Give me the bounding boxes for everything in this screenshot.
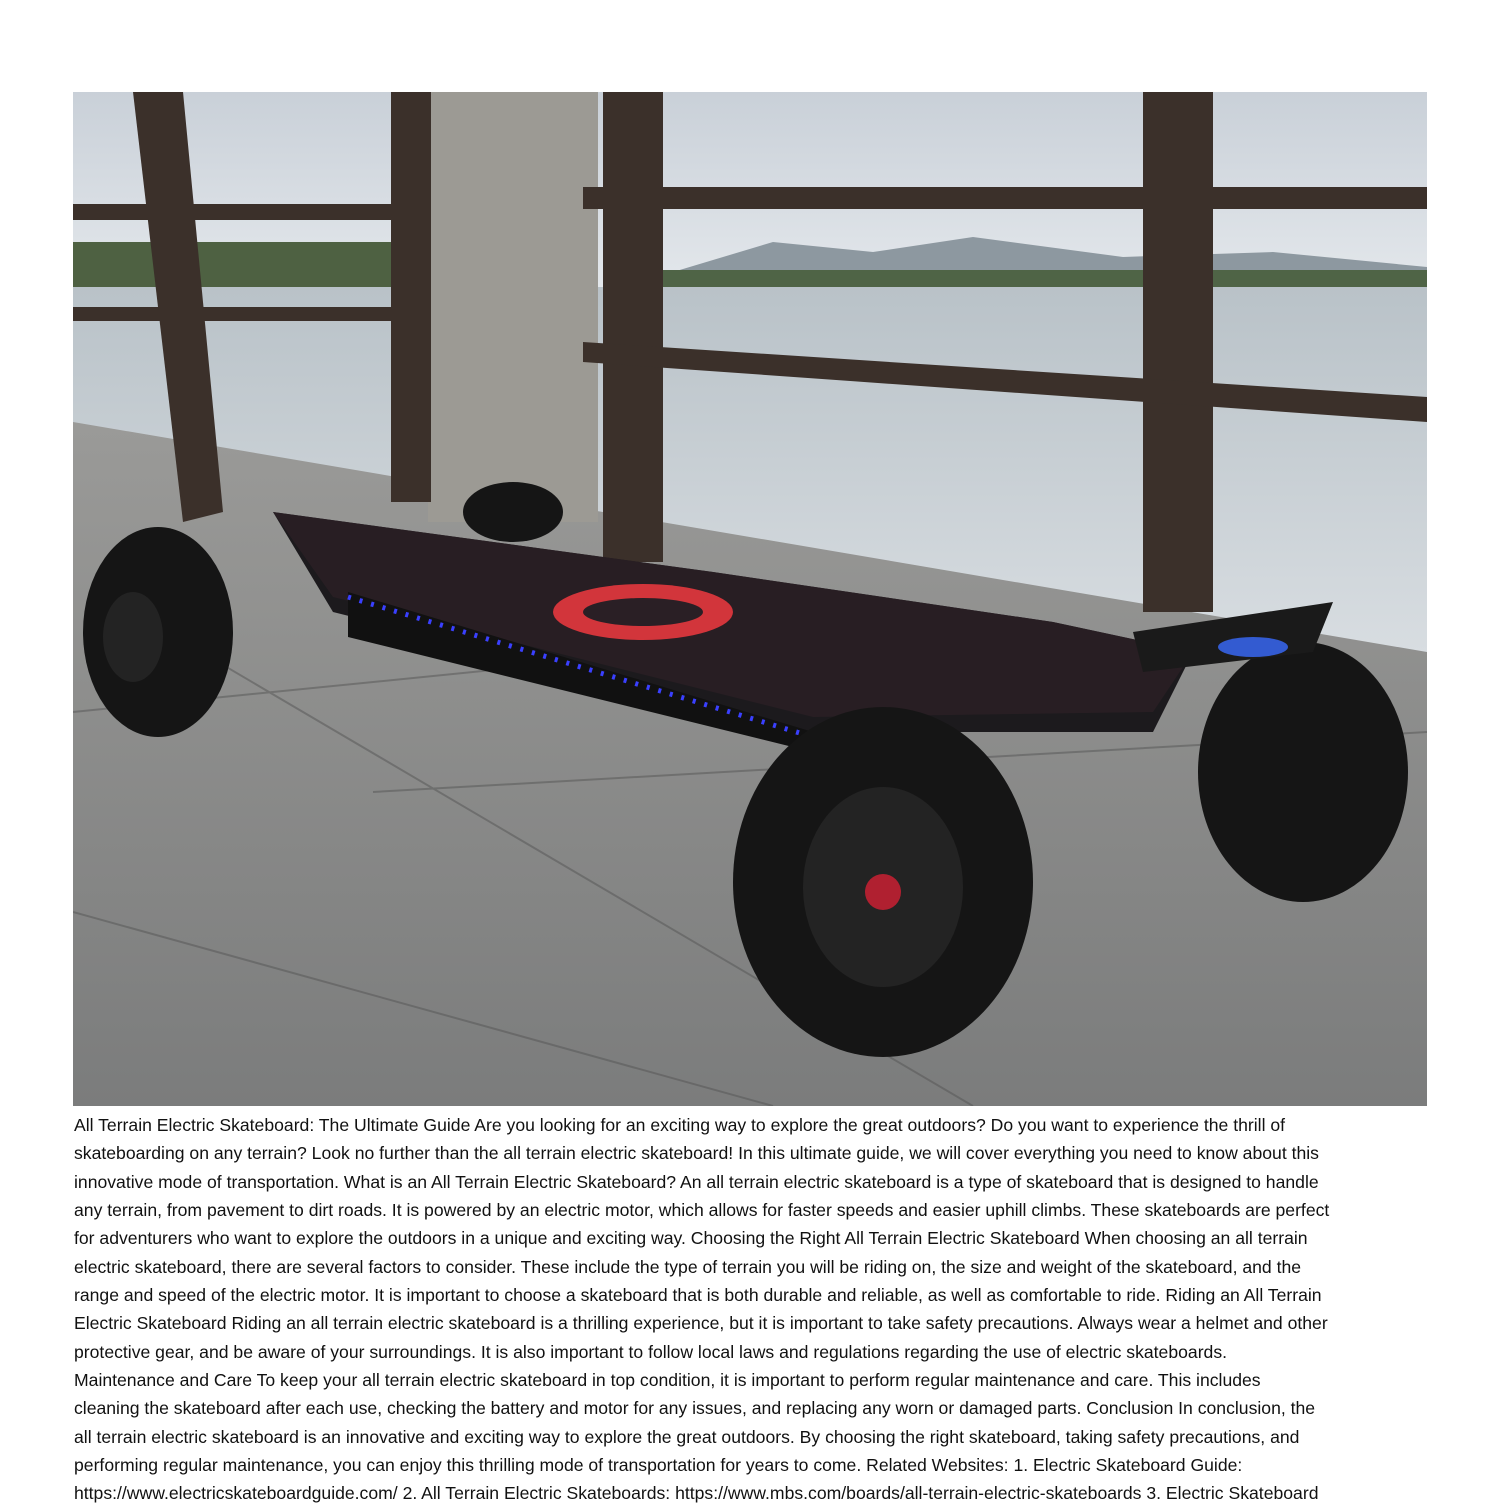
article-line: protective gear, and be aware of your surroundings. It is also important to follow local laws and regulations regarding the use of electric skateboards. [74,1341,1228,1362]
article-line: Electric Skateboard Riding an all terrain electric skateboard is a thrilling experience, but it is important to take safety precautions. Always wear a helmet and other [74,1313,1328,1334]
article-line: electric skateboard, there are several factors to consider. These include the type of terrain you will be riding on, the size and weight of the skateboard, and the [74,1256,1302,1277]
article-line: range and speed of the electric motor. It is important to choose a skateboard that is both durable and reliable, as well as comfortable to ride. Riding an All Terrain [74,1285,1322,1306]
article-line: All Terrain Electric Skateboard: The Ultimate Guide Are you looking for an exciting way to explore the great outdoors? Do you want to experience the thrill of [74,1115,1286,1135]
skateboard-photo [73,92,1427,1106]
article-text [74,1111,1434,1508]
article-line: all terrain electric skateboard is an innovative and exciting way to explore the great outdoors. By choosing the right skateboard, taking safety precautions, and [74,1426,1300,1447]
article-line: for adventurers who want to explore the outdoors in a unique and exciting way. Choosing the Right All Terrain Electric Skateboard When choosing an all terrain [74,1228,1308,1249]
article-line: https://www.electricskateboardguide.com/ 2. All Terrain Electric Skateboards: https://www.mbs.com/boards/all-terrain-electric-skateboards 3. Electric Skateboard [74,1483,1319,1504]
article-line: any terrain, from pavement to dirt roads. It is powered by an electric motor, which allows for faster speeds and easier uphill climbs. These skateboards are perfect [74,1200,1330,1221]
article-line: Maintenance and Care To keep your all terrain electric skateboard in top condition, it is important to perform regular maintenance and care. This includes [74,1370,1261,1391]
article-line: performing regular maintenance, you can enjoy this thrilling mode of transportation for years to come. Related Websites: 1. Electric Skateboard Guide: [74,1455,1243,1476]
article-line: skateboarding on any terrain? Look no further than the all terrain electric skateboard! In this ultimate guide, we will cover everything you need to know about this [74,1143,1319,1164]
article-line: innovative mode of transportation. What is an All Terrain Electric Skateboard? An all terrain electric skateboard is a type of skateboard that is designed to handle [74,1171,1319,1192]
article-line: cleaning the skateboard after each use, checking the battery and motor for any issues, and replacing any worn or damaged parts. Conclusion In conclusion, the [74,1398,1316,1419]
